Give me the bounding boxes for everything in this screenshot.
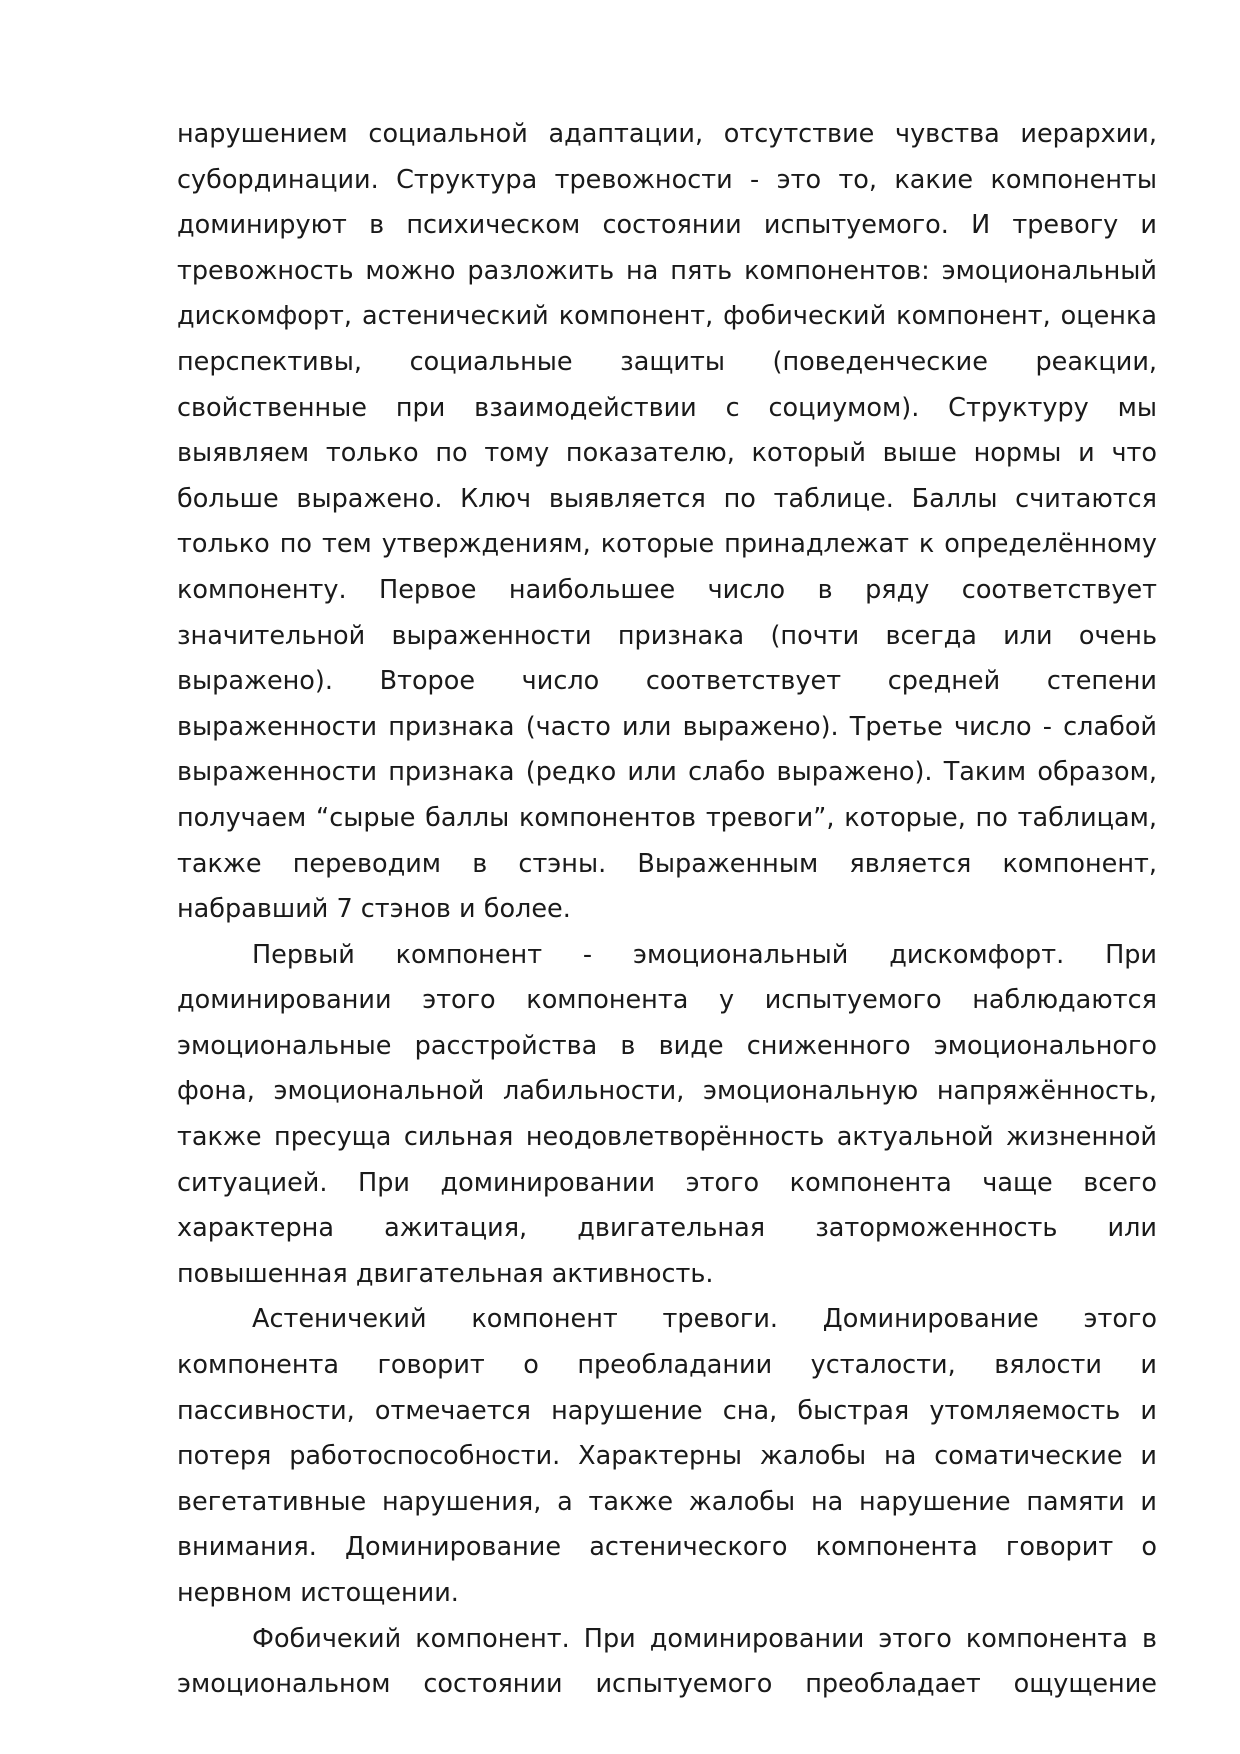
paragraph-4: Фобичекий компонент. При доминировании этого компонента в эмоциональном состоянии испытуемого преобладает ощущение [177,1623,1157,1700]
paragraph-3: Астеничекий компонент тревоги. Доминирование этого компонента говорит о преобладании усталости, вялости и пассивности, отмечается нарушение сна, быстрая утомляемость и потеря работоспособности. Характерны жалобы на соматические и вегетативные нарушения, а также жалобы на нарушение памяти и внимания. Доминирование астенического компонента говорит о нервном истощении. [177,1304,1157,1608]
paragraph-1: нарушением социальной адаптации, отсутствие чувства иерархии, субординации. Структура тревожности - это то, какие компоненты доминируют в психическом состоянии испытуемого. И тревогу и тревожность можно разложить на пять компонентов: эмоциональный дискомфорт, астенический компонент, фобический компонент, оценка перспективы, социальные защиты (поведенческие реакции, свойственные при взаимодействии с социумом). Структуру мы выявляем только по тому показателю, который выше нормы и что больше выражено. Ключ выявляется по таблице. Баллы считаются только по тем утверждениям, которые принадлежат к определённому компоненту. Первое наибольшее число в ряду соответствует значительной выраженности признака (почти всегда или очень выражено). Второе число соответствует средней степени выраженности признака (часто или выражено). Третье число - слабой выраженности признака (редко или слабо выражено). Таким образом, получаем “сырые баллы компонентов тревоги”, которые, по таблицам, также переводим в стэны. Выраженным является компонент, набравший 7 стэнов и более. [177,119,1157,925]
document-page [177,112,1157,1708]
paragraph-2: Первый компонент - эмоциональный дискомфорт. При доминировании этого компонента у испытуемого наблюдаются эмоциональные расстройства в виде сниженного эмоционального фона, эмоциональной лабильности, эмоциональную напряжённость, также пресуща сильная неодовлетворённость актуальной жизненной ситуацией. При доминировании этого компонента чаще всего характерна ажитация, двигательная заторможенность или повышенная двигательная активность. [177,939,1157,1289]
